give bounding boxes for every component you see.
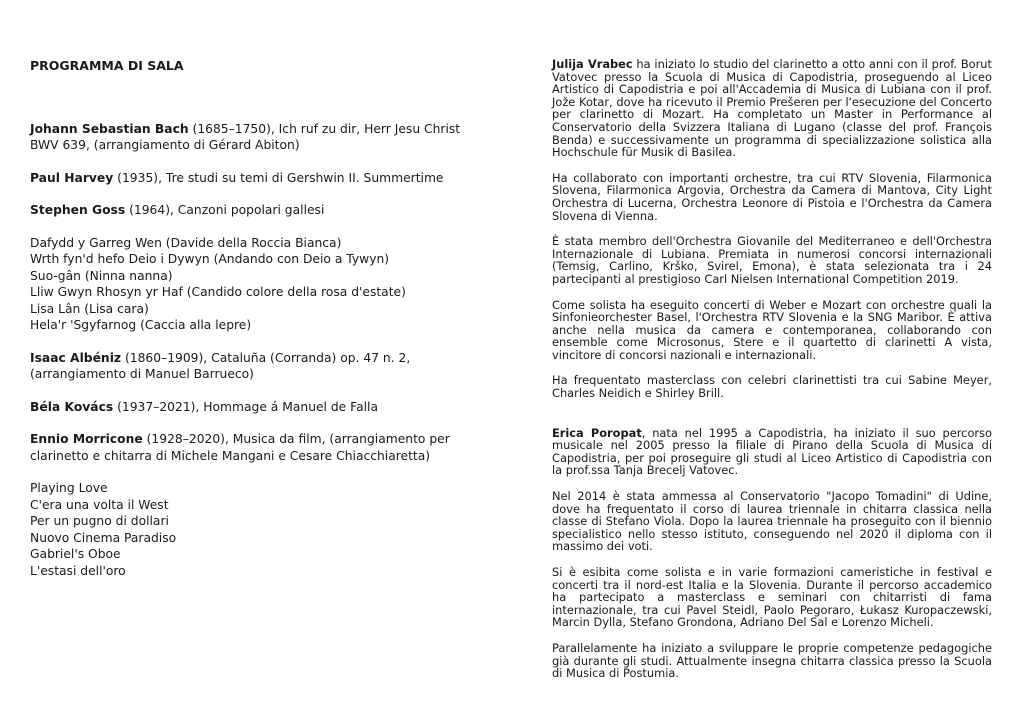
list-item: Playing Love: [30, 481, 108, 495]
programme-entry-harvey: [30, 170, 470, 187]
morricone-piece-list: [30, 480, 470, 579]
poropat-bio-p4: Parallelamente ha iniziato a sviluppare le proprie competenze pedagogiche già durante gli studi. Attualmente insegna chitarra classica presso la Scuola di Musica di Postumia.: [552, 640, 992, 681]
vrabec-bio-p4: Come solista ha eseguito concerti di Weber e Mozart con orchestre quali la Sinfonieorchester Basel, l'Orchestra RTV Slovenia e la SNG Maribor. È attiva anche nella musica da camera e contemporanea, collaborando con ensemble come Microsonus, Stere e il quartetto di clarinetti A vista, vincitore di concorsi nazionali e internazionali.: [552, 297, 992, 362]
list-item: Lisa Lân (Lisa cara): [30, 301, 149, 316]
programme-entry-albeniz: [30, 350, 470, 383]
composer-name: Ennio Morricone: [30, 432, 143, 446]
work-details: (1860–1909), Cataluña (Corranda) op. 47 n. 2, (arrangiamento di Manuel Barrueco): [30, 350, 411, 381]
work-details: (1928–2020), Musica da film, (arrangiamento per clarinetto e chitarra di Michele Mangani e Cesare Chiacchiaretta): [30, 432, 450, 463]
list-item: Suo-gân (Ninna nanna): [30, 268, 173, 283]
biographies-column: [552, 58, 992, 693]
list-item: Nuovo Cinema Paradiso: [30, 530, 177, 545]
composer-name: Paul Harvey: [30, 170, 114, 185]
list-item: Wrth fyn'd hefo Deio i Dywyn (Andando con Deio a Tywyn): [30, 252, 390, 266]
poropat-bio-p3: Si è esibita come solista e in varie formazioni cameristiche in festival e concerti tra il nord-est Italia e la Slovenia. Durante il percorso accademico ha partecipato a masterclass e seminari con chitarristi di fama internazionale, tra cui Pavel Steidl, Paolo Pegoraro, Łukasz Kuropaczewski, Marcin Dylla, Stefano Grondona, Adriano Del Sal e Lorenzo Micheli.: [552, 565, 992, 630]
composer-name: Johann Sebastian Bach: [30, 121, 189, 136]
list-item: Gabriel's Oboe: [30, 547, 121, 561]
poropat-bio-p2: Nel 2014 è stata ammessa al Conservatorio "Jacopo Tomadini" di Udine, dove ha frequentato il corso di laurea triennale in chitarra classica nella classe di Stefano Viola. Dopo la laurea triennale ha proseguito con il biennio specialistico nello stesso istituto, conseguendo nel 2020 il diploma con il massimo dei voti.: [552, 489, 992, 554]
vrabec-bio-p5: Ha frequentato masterclass con celebri clarinettisti tra cui Sabine Meyer, Charles Neidich e Shirley Brill.: [552, 373, 992, 401]
work-details: (1964), Canzoni popolari gallesi: [125, 203, 325, 217]
vrabec-bio-p3: È stata membro dell'Orchestra Giovanile del Mediterraneo e dell'Orchestra Internazionale di Lubiana. Premiata in numerosi concorsi internazionali (Temsig, Carlino, Krško, Svirel, Emona), è stata selezionata tra i 24 partecipanti al prestigioso Carl Nielsen International Competition 2019.: [552, 234, 992, 286]
bio-text: , nata nel 1995 a Capodistria, ha iniziato il suo percorso musicale nel 2005 presso la filiale di Pirano della Scuola di Musica di Capodistria, per poi proseguire gli studi al Liceo Artistico di Capodistria con la prof.ssa Tanja Brecelj Vatovec.: [552, 425, 993, 478]
list-item: C'era una volta il West: [30, 497, 169, 512]
bio-text: ha iniziato lo studio del clarinetto a otto anni con il prof. Borut Vatovec presso la Scuola di Musica di Capodistria, proseguendo al Liceo Artistico di Capodistria e poi all'Accademia di Musica di Lubiana con il prof. Jože Kotar, dove ha ricevuto il Premio Prešeren per l'esecuzione del Concerto per clarinetto di Mozart. Ha completato un Master in Performance al Conservatorio della Svizzera Italiana di Lugano (classe del prof. François Benda) e successivamente un programma di specializzazione solistica alla Hochschule für Musik di Basilea.: [552, 57, 992, 160]
programme-entry-morricone: [30, 431, 470, 464]
vrabec-bio-p1: [552, 58, 992, 159]
list-item: Hela'r 'Sgyfarnog (Caccia alla lepre): [30, 318, 252, 332]
goss-song-list: [30, 235, 470, 334]
list-item: Lliw Gwyn Rhosyn yr Haf (Candido colore della rosa d'estate): [30, 285, 406, 299]
programme-entry-goss: [30, 202, 470, 219]
poropat-bio-p1: [552, 427, 992, 477]
list-item: L'estasi dell'oro: [30, 563, 126, 578]
composer-name: Isaac Albéniz: [30, 350, 122, 365]
composer-name: Stephen Goss: [30, 203, 126, 217]
programme-column: [30, 58, 470, 595]
work-details: (1937–2021), Hommage á Manuel de Falla: [113, 399, 379, 414]
programme-entry-bach: [30, 121, 470, 154]
work-details: (1935), Tre studi su temi di Gershwin II. Summertime: [113, 170, 444, 185]
programme-title: PROGRAMMA DI SALA: [30, 58, 184, 73]
list-item: Dafydd y Garreg Wen (Davide della Roccia Bianca): [30, 235, 342, 250]
programme-entry-kovacs: [30, 399, 470, 416]
performer-name: Julija Vrabec: [552, 57, 633, 71]
composer-name: Béla Kovács: [30, 399, 114, 414]
performer-name: Erica Poropat: [552, 425, 642, 440]
work-details: (1685–1750), Ich ruf zu dir, Herr Jesu Christ BWV 639, (arrangiamento di Gérard Abiton): [30, 121, 461, 152]
vrabec-bio-p2: Ha collaborato con importanti orchestre, tra cui RTV Slovenia, Filarmonica Slovena, Filarmonica Argovia, Orchestra da Camera di Mantova, City Light Orchestra di Lucerna, Orchestra Leonore di Pistoia e l'Orchestra da Camera Slovena di Vienna.: [552, 170, 992, 223]
list-item: Per un pugno di dollari: [30, 514, 169, 528]
